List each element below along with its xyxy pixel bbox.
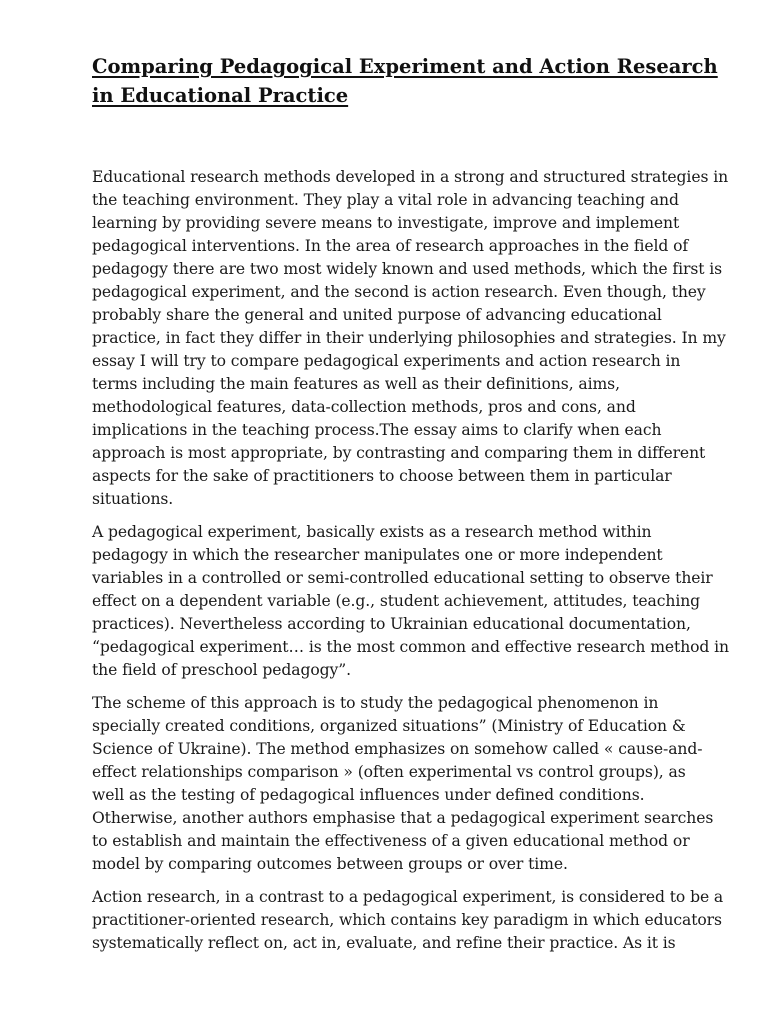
paragraph-line: Otherwise, another authors emphasise that a pedagogical experiment searches [92, 809, 714, 827]
paragraph-line: “pedagogical experiment… is the most common and effective research method in [92, 638, 729, 656]
paragraph-line: the teaching environment. They play a vital role in advancing teaching and [92, 191, 679, 209]
paragraph-line: Educational research methods developed in a strong and structured strategies in [92, 168, 729, 186]
paragraph-line: model by comparing outcomes between groups or over time. [92, 855, 568, 873]
paragraph-line: implications in the teaching process.The essay aims to clarify when each [92, 421, 662, 439]
paragraph-line: systematically reflect on, act in, evaluate, and refine their practice. As it is [92, 934, 676, 952]
paragraph-line: effect on a dependent variable (e.g., student achievement, attitudes, teaching [92, 592, 701, 610]
paragraph-line: situations. [92, 490, 174, 508]
paragraph-line: pedagogical experiment, and the second is action research. Even though, they [92, 283, 706, 301]
paragraph-line: A pedagogical experiment, basically exists as a research method within [92, 523, 652, 541]
paragraph-line: practitioner-oriented research, which contains key paradigm in which educators [92, 911, 722, 929]
body-paragraph [92, 521, 729, 682]
paragraph-line: approach is most appropriate, by contrasting and comparing them in different [92, 444, 706, 462]
title-line: in Educational Practice [92, 84, 349, 107]
paragraph-line: practice, in fact they differ in their underlying philosophies and strategies. In my [92, 329, 726, 347]
paragraph-line: Science of Ukraine). The method emphasizes on somehow called « cause-and- [92, 740, 703, 758]
paragraph-line: pedagogy there are two most widely known and used methods, which the first is [92, 260, 723, 278]
document-body [92, 52, 729, 965]
document-title [92, 52, 722, 110]
body-paragraph [92, 166, 729, 511]
paragraph-list [92, 166, 729, 955]
paragraph-line: practices). Nevertheless according to Ukrainian educational documentation, [92, 615, 691, 633]
paragraph-line: pedagogical interventions. In the area of research approaches in the field of [92, 237, 689, 255]
paragraph-line: essay I will try to compare pedagogical experiments and action research in [92, 352, 681, 370]
paragraph-line: to establish and maintain the effectiveness of a given educational method or [92, 832, 690, 850]
body-paragraph [92, 886, 722, 955]
paragraph-line: probably share the general and united purpose of advancing educational [92, 306, 662, 324]
paragraph-line: The scheme of this approach is to study the pedagogical phenomenon in [92, 694, 659, 712]
paragraph-line: learning by providing severe means to investigate, improve and implement [92, 214, 680, 232]
body-paragraph [92, 692, 722, 876]
paragraph-line: effect relationships comparison » (often experimental vs control groups), as [92, 763, 686, 781]
paragraph-line: pedagogy in which the researcher manipulates one or more independent [92, 546, 663, 564]
paragraph-line: the field of preschool pedagogy”. [92, 661, 351, 679]
paragraph-line: methodological features, data-collection methods, pros and cons, and [92, 398, 636, 416]
paragraph-line: well as the testing of pedagogical influences under defined conditions. [92, 786, 645, 804]
title-line: Comparing Pedagogical Experiment and Action Research [92, 55, 718, 78]
paragraph-line: aspects for the sake of practitioners to choose between them in particular [92, 467, 672, 485]
paragraph-line: variables in a controlled or semi-controlled educational setting to observe their [92, 569, 713, 587]
paragraph-line: terms including the main features as well as their definitions, aims, [92, 375, 620, 393]
paragraph-line: specially created conditions, organized situations” (Ministry of Education & [92, 717, 686, 735]
paragraph-line: Action research, in a contrast to a pedagogical experiment, is considered to be a [92, 888, 724, 906]
